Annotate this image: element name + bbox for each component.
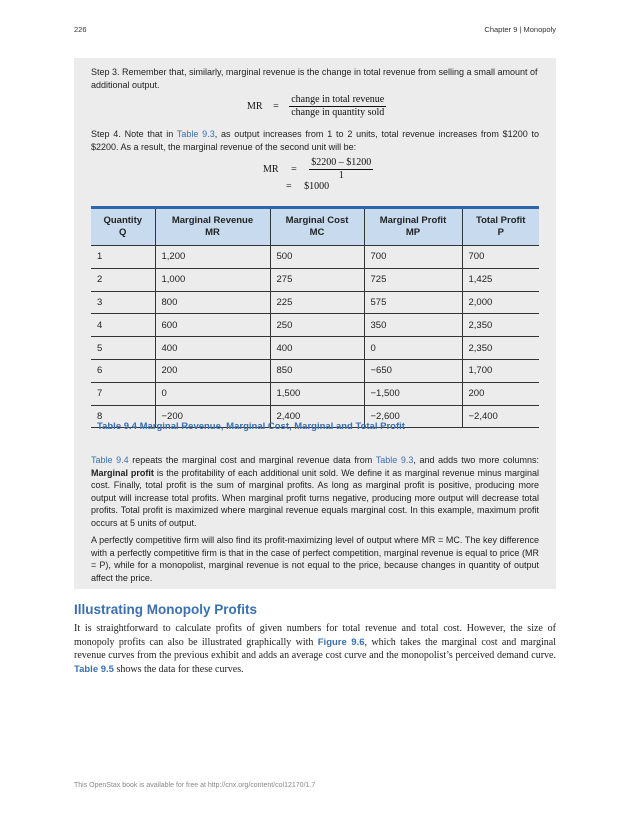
eq2-lhs: MR (263, 163, 279, 175)
section-text-3: shows the data for these curves. (113, 664, 244, 676)
table-cell: 2 (91, 268, 155, 291)
chapter-header: Chapter 9 | Monopoly (484, 25, 556, 34)
table-cell: −200 (155, 405, 270, 428)
table-cell: 3 (91, 291, 155, 314)
table-cell: 5 (91, 337, 155, 360)
table-cell: 850 (270, 359, 364, 382)
paragraph-marginal-profit (91, 454, 539, 529)
table-cell: 1,425 (462, 268, 539, 291)
table-cell: 600 (155, 314, 270, 337)
para1-text-1: repeats the marginal cost and marginal revenue data from (128, 455, 376, 465)
table-cell: −650 (364, 359, 462, 382)
eq2-result: $1000 (304, 181, 330, 192)
equation-mr-definition (247, 94, 386, 119)
table-row (91, 314, 539, 337)
table-cell: −2,400 (462, 405, 539, 428)
table-cell: 6 (91, 359, 155, 382)
table-cell: −2,600 (364, 405, 462, 428)
table-row (91, 337, 539, 360)
table-cell: 2,000 (462, 291, 539, 314)
eq1-numerator: change in total revenue (289, 94, 386, 107)
eq2-denominator: 1 (338, 170, 344, 181)
table-cell: 7 (91, 382, 155, 405)
eq2-operator: = (291, 163, 297, 175)
table-cell: 225 (270, 291, 364, 314)
paragraph-competitive-firm: A perfectly competitive firm will also find its profit-maximizing level of output where MR = MC. The key difference with a perfectly competitive firm is that in the case of perfect competition, marginal revenue is equal to price (MR = P), while for a monopolist, marginal revenue is not equal to the price, because changes in quantity of output affect the price. (91, 535, 539, 583)
table-cell: 2,400 (270, 405, 364, 428)
header-total-profit: Total Profit P (462, 208, 539, 246)
table-9-3-link[interactable]: Table 9.3 (176, 129, 215, 139)
table-cell: 1,700 (462, 359, 539, 382)
equation-mr-second-unit (263, 157, 373, 182)
step4-text (91, 128, 539, 153)
header-marginal-revenue: Marginal Revenue MR (155, 208, 270, 246)
eq2-fraction (309, 157, 373, 182)
table-9-4 (91, 206, 539, 428)
section-paragraph (74, 622, 556, 677)
table-cell: 400 (270, 337, 364, 360)
table-cell: 2,350 (462, 314, 539, 337)
marginal-profit-term: Marginal profit (91, 467, 154, 478)
eq1-fraction (289, 94, 386, 119)
eq1-operator: = (273, 100, 279, 112)
header-marginal-profit: Marginal Profit MP (364, 208, 462, 246)
table-cell: 500 (270, 246, 364, 269)
step4-post: , as output increases from 1 to 2 units, total revenue increases from $1200 to $2200. As a result, the marginal revenue of the second unit will be: (91, 129, 540, 152)
table-cell: 200 (462, 382, 539, 405)
section-text-1: It is straightforward to calculate profits of given numbers for total revenue and total cost. However, the size of monopoly profits can also be illustrated graphically with (74, 623, 556, 648)
table-cell: 1,200 (155, 246, 270, 269)
header-quantity: Quantity Q (91, 208, 155, 246)
table-row (91, 268, 539, 291)
table-9-3-link-2[interactable]: Table 9.3 (375, 455, 414, 465)
table-cell: 0 (155, 382, 270, 405)
table-cell: 200 (155, 359, 270, 382)
eq2-operator2: = (286, 181, 292, 192)
table-cell: 4 (91, 314, 155, 337)
step3-text: Step 3. Remember that, similarly, marginal revenue is the change in total revenue from selling a small amount of additional output. (91, 67, 538, 90)
para1-text-3: is the profitability of each additional unit sold. We define it as marginal revenue minus marginal cost. Finally, total profit is the sum of marginal profits. As long as marginal profit is positive, producing more output will increase total profits. When marginal profit turns negative, producing more output will decrease total profits. Total profit is maximized where marginal revenue equals marginal cost. In this example, maximum profit occurs at 5 units of output. (91, 467, 540, 528)
table-row (91, 359, 539, 382)
table-cell: 1 (91, 246, 155, 269)
table-row (91, 382, 539, 405)
table-cell: 1,000 (155, 268, 270, 291)
table-row (91, 246, 539, 269)
section-text-2: , which takes the marginal cost and marginal revenue curves from the previous exhibit and adds an average cost curve and the monopolist’s perceived demand curve. (74, 636, 557, 662)
table-cell: 725 (364, 268, 462, 291)
equation-mr-result (286, 181, 329, 192)
para1-text-2: , and adds two more columns: (413, 455, 539, 465)
table-9-4-link[interactable]: Table 9.4 (91, 455, 129, 465)
table-cell: 700 (364, 246, 462, 269)
table-9-5-link[interactable]: Table 9.5 (74, 664, 114, 676)
table-cell: 800 (155, 291, 270, 314)
table-caption: Table 9.4 Marginal Revenue, Marginal Cost, Marginal and Total Profit (97, 421, 405, 432)
eq1-denominator: change in quantity sold (291, 107, 385, 118)
table-header-row (91, 208, 539, 246)
table-cell: 1,500 (270, 382, 364, 405)
table-cell: 275 (270, 268, 364, 291)
page-number: 226 (74, 25, 87, 34)
step4-pre: Step 4. Note that in (91, 129, 177, 139)
header-marginal-cost: Marginal Cost MC (270, 208, 364, 246)
table-cell: 2,350 (462, 337, 539, 360)
table-cell: 8 (91, 405, 155, 428)
table-cell: 350 (364, 314, 462, 337)
table-cell: 400 (155, 337, 270, 360)
table-cell: 700 (462, 246, 539, 269)
table-cell: 575 (364, 291, 462, 314)
table-cell: 0 (364, 337, 462, 360)
table-cell: 250 (270, 314, 364, 337)
eq1-lhs: MR (247, 100, 263, 112)
eq2-numerator: $2200 – $1200 (311, 157, 372, 168)
figure-9-6-link[interactable]: Figure 9.6 (317, 636, 365, 648)
page-footer: This OpenStax book is available for free at http://cnx.org/content/col12170/1.7 (74, 782, 316, 789)
table-row (91, 291, 539, 314)
section-heading: Illustrating Monopoly Profits (74, 602, 257, 617)
table-cell: −1,500 (364, 382, 462, 405)
